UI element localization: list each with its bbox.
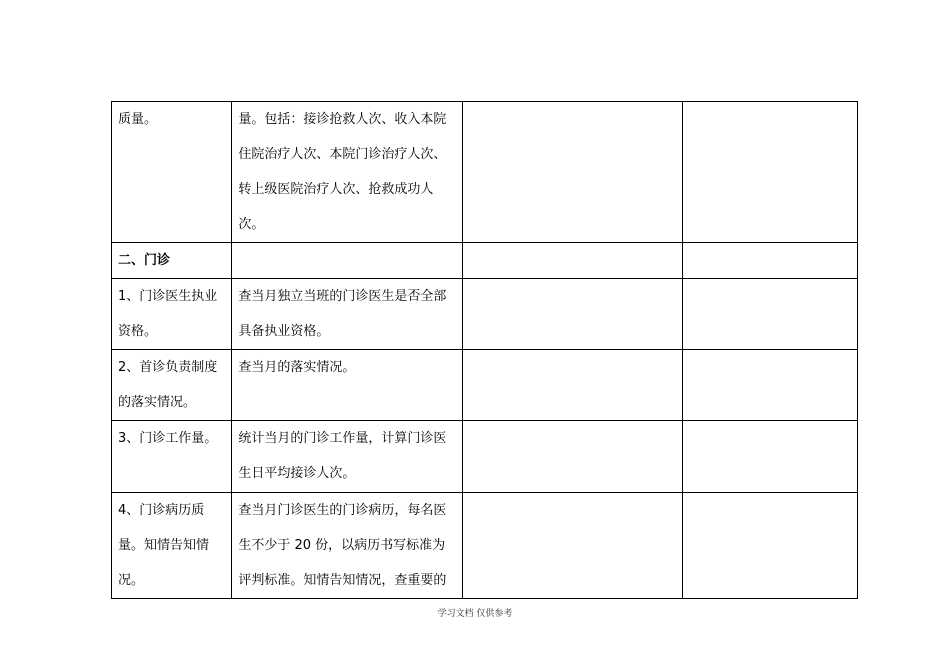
- table-row: [112, 243, 858, 279]
- table-row: [112, 279, 858, 350]
- empty-cell: [462, 279, 682, 350]
- section-heading-cell: 二、门诊: [112, 243, 232, 279]
- empty-cell: [462, 421, 682, 493]
- page-footer: 学习文档 仅供参考: [437, 609, 513, 619]
- empty-cell: [462, 350, 682, 421]
- item-cell: 2、首诊负责制度的落实情况。: [112, 350, 232, 421]
- empty-cell: [682, 102, 858, 243]
- empty-cell: [682, 350, 858, 421]
- item-cell: 3、门诊工作量。: [112, 421, 232, 493]
- content-cell: [232, 243, 463, 279]
- empty-cell: [682, 279, 858, 350]
- empty-cell: [682, 421, 858, 493]
- empty-cell: [682, 243, 858, 279]
- item-cell: 质量。: [112, 102, 232, 243]
- empty-cell: [462, 243, 682, 279]
- content-cell: 统计当月的门诊工作量，计算门诊医生日平均接诊人次。: [232, 421, 463, 493]
- table-row: [112, 350, 858, 421]
- empty-cell: [682, 493, 858, 599]
- empty-cell: [462, 102, 682, 243]
- table-row: [112, 102, 858, 243]
- evaluation-table: [111, 101, 858, 599]
- content-cell: 查当月的落实情况。: [232, 350, 463, 421]
- table-row: [112, 421, 858, 493]
- item-cell: 1、门诊医生执业资格。: [112, 279, 232, 350]
- table-row: [112, 493, 858, 599]
- content-cell: 量。包括：接诊抢救人次、收入本院住院治疗人次、本院门诊治疗人次、转上级医院治疗人次、抢救成功人次。: [232, 102, 463, 243]
- content-cell: 查当月独立当班的门诊医生是否全部具备执业资格。: [232, 279, 463, 350]
- empty-cell: [462, 493, 682, 599]
- item-cell: 4、门诊病历质量。知情告知情况。: [112, 493, 232, 599]
- content-cell: 查当月门诊医生的门诊病历，每名医生不少于 20 份，以病历书写标准为评判标准。知情告知情况，查重要的: [232, 493, 463, 599]
